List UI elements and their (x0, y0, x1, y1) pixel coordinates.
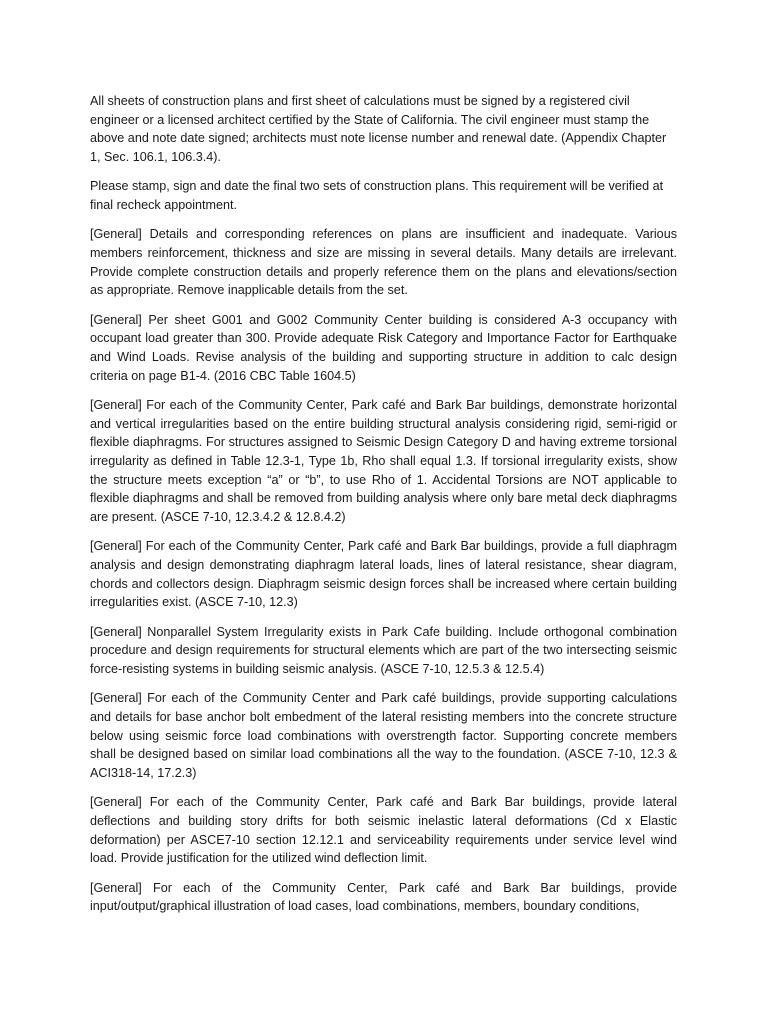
paragraph-diaphragm-analysis: [General] For each of the Community Center, Park café and Bark Bar buildings, provide a full diaphragm analysis and design demonstrating diaphragm lateral loads, lines of lateral resistance, shear diagram, chords and collectors design. Diaphragm seismic design forces shall be increased where certain building irregularities exist. (ASCE 7-10, 12.3) (90, 539, 677, 610)
paragraph-irregularities: [General] For each of the Community Center, Park café and Bark Bar buildings, demonstrate horizontal and vertical irregularities based on the entire building structural analysis considering rigid, semi-rigid or flexible diaphragms. For structures assigned to Seismic Design Category D and having extreme torsional irregularity as defined in Table 12.3-1, Type 1b, Rho shall equal 1.3. If torsional irregularity exists, show the structure meets exception “a” or “b”, to use Rho of 1. Accidental Torsions are NOT applicable to flexible diaphragms and shall be removed from building analysis where only bare metal deck diaphragms are present. (ASCE 7-10, 12.3.4.2 & 12.8.4.2) (90, 397, 677, 525)
paragraph-risk-category: [General] Per sheet G001 and G002 Community Center building is considered A-3 occupancy with occupant load greater than 300. Provide adequate Risk Category and Importance Factor for Earthquake and Wind Loads. Revise analysis of the building and supporting structure in addition to calc design criteria on page B1-4. (2016 CBC Table 1604.5) (90, 312, 677, 383)
document-body (90, 92, 677, 926)
paragraph-signature-requirement: All sheets of construction plans and first sheet of calculations must be signed by a registered civil engineer or a licensed architect certified by the State of California. The civil engineer must stamp the above and note date signed; architects must note license number and renewal date. (Appendix Chapter 1, Sec. 106.1, 106.3.4). (90, 94, 667, 165)
paragraph-stamp-sign-date: Please stamp, sign and date the final two sets of construction plans. This requirement will be verified at final recheck appointment. (90, 179, 664, 213)
paragraph-construction-details: [General] Details and corresponding references on plans are insufficient and inadequate. Various members reinforcement, thickness and size are missing in several details. Many details are irrelevant. Provide complete construction details and properly reference them on the plans and elevations/section as appropriate. Remove inapplicable details from the set. (90, 227, 677, 298)
paragraph-deflections-drifts: [General] For each of the Community Center, Park café and Bark Bar buildings, provide lateral deflections and building story drifts for both seismic inelastic lateral deformations (Cd x Elastic deformation) per ASCE7-10 section 12.12.1 and serviceability requirements under service level wind load. Provide justification for the utilized wind deflection limit. (90, 795, 677, 866)
paragraph-anchor-bolt: [General] For each of the Community Center and Park café buildings, provide supporting calculations and details for base anchor bolt embedment of the lateral resisting members into the concrete structure below using seismic force load combinations with overstrength factor. Supporting concrete members shall be designed based on similar load combinations all the way to the foundation. (ASCE 7-10, 12.3 & ACI318-14, 17.2.3) (90, 691, 677, 780)
paragraph-nonparallel-irregularity: [General] Nonparallel System Irregularity exists in Park Cafe building. Include orthogonal combination procedure and design requirements for structural elements which are part of the two intersecting seismic force-resisting systems in building seismic analysis. (ASCE 7-10, 12.5.3 & 12.5.4) (90, 624, 677, 676)
paragraph-load-cases: [General] For each of the Community Center, Park café and Bark Bar buildings, provide input/output/graphical illustration of load cases, load combinations, members, boundary conditions, (90, 880, 677, 914)
